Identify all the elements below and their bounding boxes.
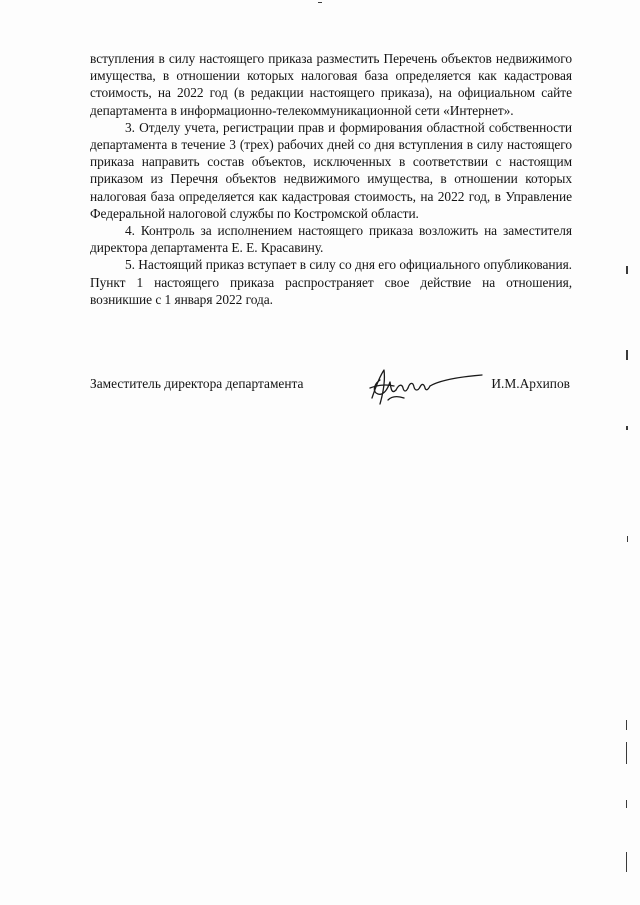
signatory-name: И.М.Архипов bbox=[491, 376, 570, 391]
paragraph-4: 4. Контроль за исполнением настоящего приказа возложить на заместителя директора департамента Е. Е. Красавину. bbox=[90, 223, 572, 256]
scan-mark bbox=[318, 2, 322, 3]
scan-mark bbox=[626, 742, 627, 764]
scan-mark bbox=[626, 350, 628, 360]
signature-block bbox=[90, 372, 572, 412]
scan-mark bbox=[626, 266, 628, 274]
paragraph-3: 3. Отделу учета, регистрации прав и формирования областной собственности департамента в течение 3 (трех) рабочих дней со дня вступления в силу настоящего приказа направить состав объектов, исключенных в соответствии с настоящим приказом из Перечня объектов недвижимого имущества, в отношении которых налоговая база определяется как кадастровая стоимость, на 2022 год, в Управление Федеральной налоговой службы по Костромской области. bbox=[90, 119, 572, 221]
paragraph-2-continuation: вступления в силу настоящего приказа разместить Перечень объектов недвижимого имущества, в отношении которых налоговая база определяется как кадастровая стоимость, на 2022 год (в редакции настоящего приказа), на официальном сайте департамента в информационно-телекоммуникационной сети «Интернет». bbox=[90, 51, 572, 118]
scan-mark bbox=[626, 800, 627, 808]
scan-mark bbox=[626, 720, 627, 730]
scan-mark bbox=[626, 852, 627, 872]
paragraph-5: 5. Настоящий приказ вступает в силу со дня его официального опубликования. Пункт 1 настоящего приказа распространяет свое действие на отношения, возникшие с 1 января 2022 года. bbox=[90, 257, 572, 307]
signatory-position: Заместитель директора департамента bbox=[90, 376, 304, 391]
scan-mark bbox=[627, 536, 628, 542]
handwritten-signature bbox=[358, 366, 488, 410]
scan-mark bbox=[626, 426, 628, 430]
document-body bbox=[90, 50, 572, 308]
